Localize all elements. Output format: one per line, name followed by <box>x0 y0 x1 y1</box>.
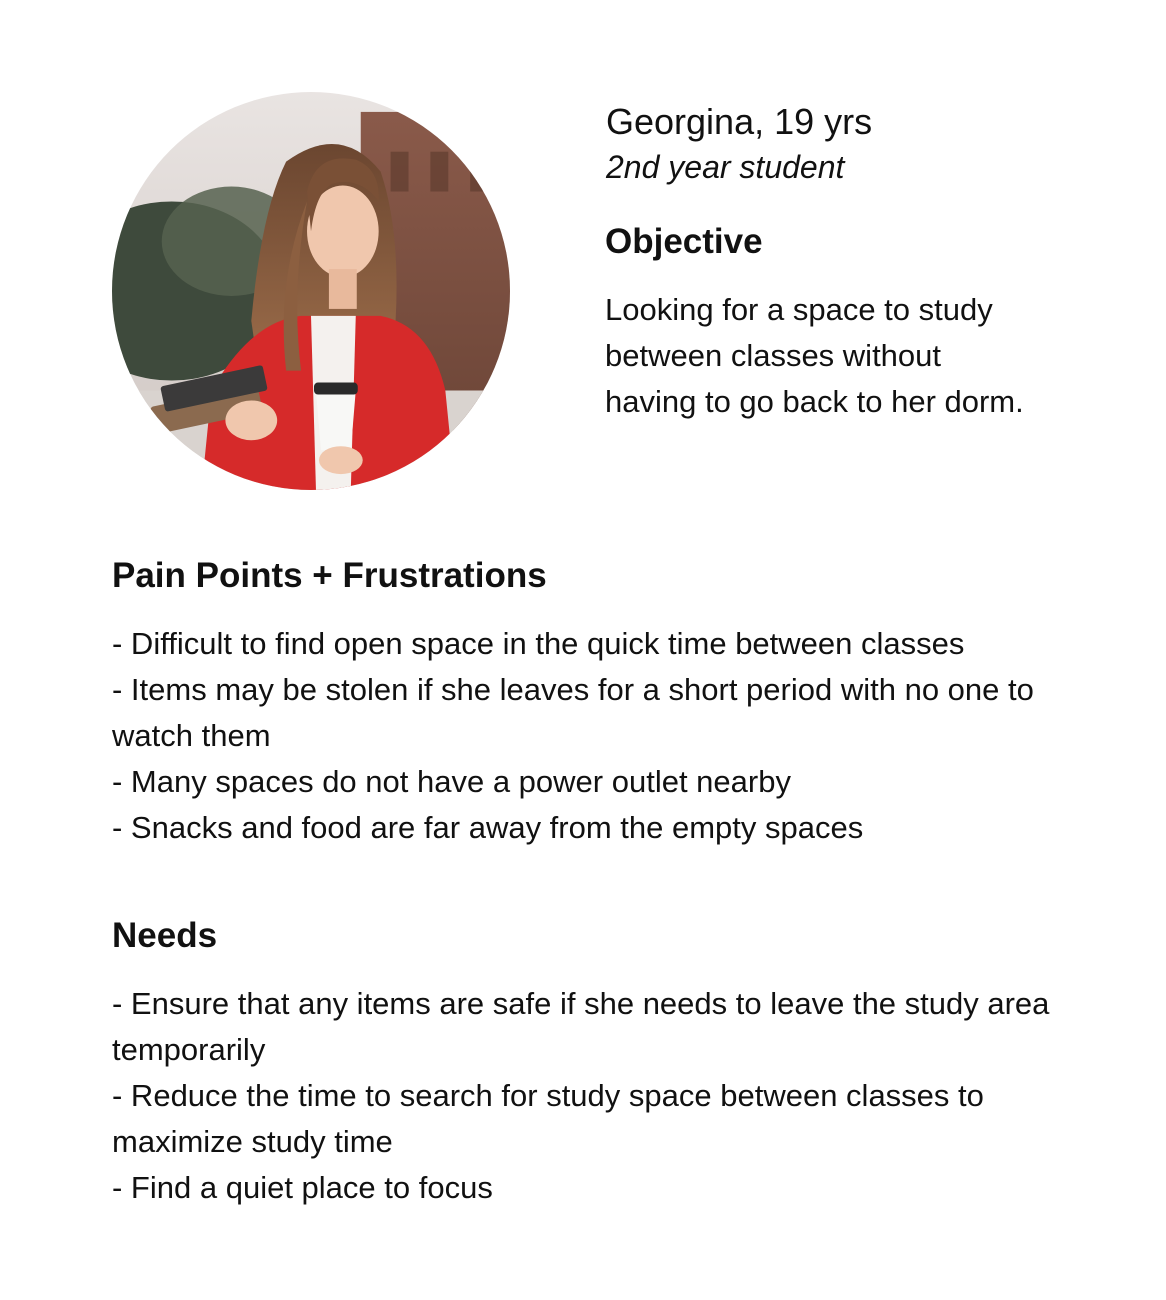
pain-point-item: - Difficult to find open space in the quick time between classes <box>112 626 965 661</box>
pain-points-list <box>112 621 1052 851</box>
needs-heading: Needs <box>112 916 218 955</box>
need-item: - Find a quiet place to focus <box>112 1170 493 1205</box>
need-item: - Reduce the time to search for study space between classes to maximize study time <box>112 1078 984 1159</box>
persona-photo <box>112 92 510 490</box>
need-item: - Ensure that any items are safe if she needs to leave the study area temporarily <box>112 986 1050 1067</box>
persona-photo-illustration <box>112 92 510 490</box>
objective-heading: Objective <box>605 222 763 261</box>
pain-point-item: - Many spaces do not have a power outlet nearby <box>112 764 791 799</box>
pain-point-item: - Items may be stolen if she leaves for a short period with no one to watch them <box>112 672 1034 753</box>
persona-name-age: Georgina, 19 yrs <box>606 101 873 142</box>
pain-points-heading: Pain Points + Frustrations <box>112 556 547 595</box>
persona-role: 2nd year student <box>606 149 845 185</box>
pain-point-item: - Snacks and food are far away from the empty spaces <box>112 810 864 845</box>
objective-text: Looking for a space to study between classes without having to go back to her dorm. <box>605 292 1024 419</box>
needs-list <box>112 981 1052 1211</box>
